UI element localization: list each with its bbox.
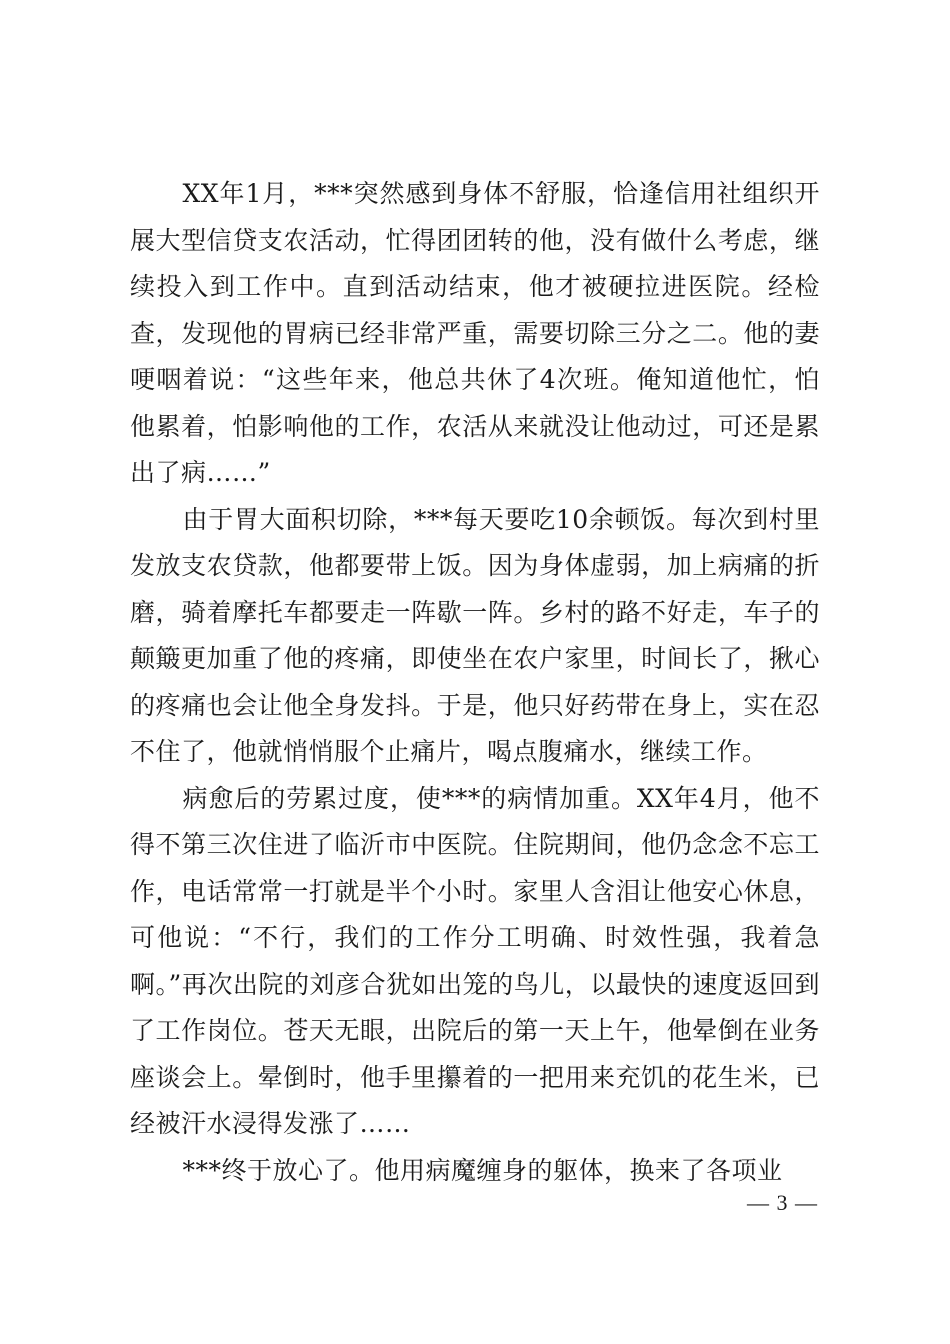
- paragraph: ***终于放心了。他用病魔缠身的躯体，换来了各项业: [182, 1155, 783, 1185]
- page-number: — 3 —: [747, 1190, 818, 1215]
- paragraph: 病愈后的劳累过度，使***的病情加重。XX年4月，他不得不第三次住进了临沂市中医院。住院期间，他仍念念不忘工作，电话常常一打就是半个小时。家里人含泪让他安心休息，可他说：“不行，我们的工作分工明确、时效性强，我着急啊。”再次出院的刘彦合犹如出笼的鸟儿，以最快的速度返回到了工作岗位。苍天无眼，出院后的第一天上午，他晕倒在业务座谈会上。晕倒时，他手里攥着的一把用来充饥的花生米，已经被汗水浸得发涨了……: [130, 783, 820, 1138]
- paragraph: XX年1月，***突然感到身体不舒服，恰逢信用社组织开展大型信贷支农活动，忙得团团转的他，没有做什么考虑，继续投入到工作中。直到活动结束，他才被硬拉进医院。经检查，发现他的胃病已经非常严重，需要切除三分之二。他的妻哽咽着说：“这些年来，他总共休了4次班。俺知道他忙，怕他累着，怕影响他的工作，农活从来就没让他动过，可还是累出了病……”: [130, 179, 820, 487]
- paragraph: 由于胃大面积切除，***每天要吃10余顿饭。每次到村里发放支农贷款，他都要带上饭。因为身体虚弱，加上病痛的折磨，骑着摩托车都要走一阵歇一阵。乡村的路不好走，车子的颠簸更加重了他的疼痛，即使坐在农户家里，时间长了，揪心的疼痛也会让他全身发抖。于是，他只好药带在身上，实在忍不住了，他就悄悄服个止痛片，喝点腹痛水，继续工作。: [130, 504, 820, 766]
- document-body: [130, 171, 820, 1194]
